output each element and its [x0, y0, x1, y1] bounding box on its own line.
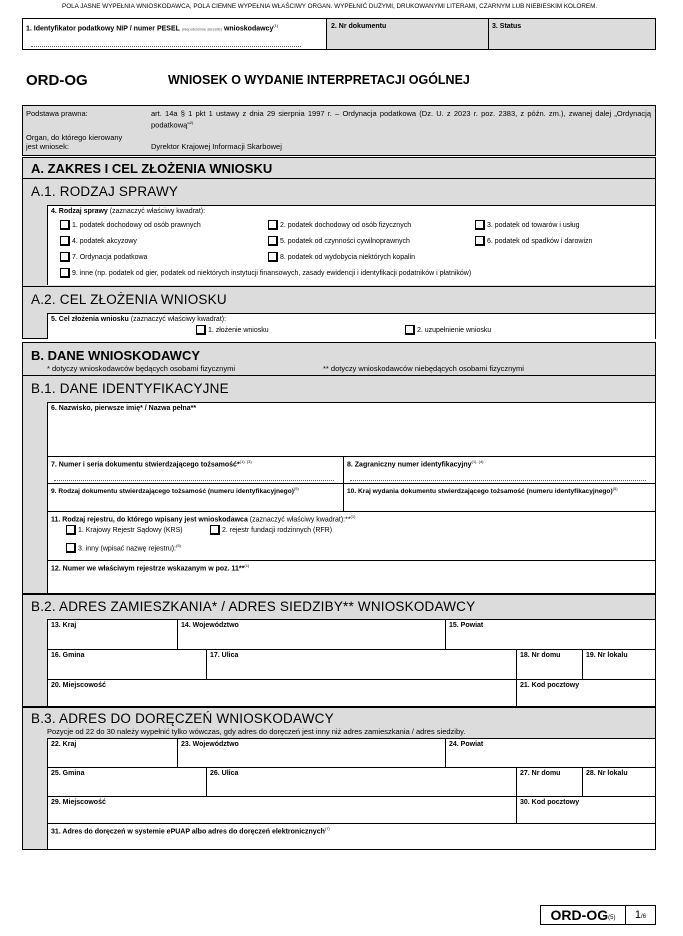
- nip-pesel-hint: (niepotrzebne skreślić): [181, 26, 222, 32]
- note-individuals: * dotyczy wnioskodawców będących osobami fizycznymi: [47, 364, 235, 373]
- nip-pesel-tail: wnioskodawcy: [223, 25, 274, 33]
- field-31-box[interactable]: 31. Adres do doręczeń w systemie ePUAP albo adres do doręczeń elektronicznych$^{(7)}$: [47, 823, 655, 849]
- field-6-label: 6. Nazwisko, pierwsze imię* / Nazwa pełna**: [51, 405, 197, 412]
- field-5-label: 5. Cel złożenia wniosku: [51, 316, 129, 323]
- checkbox[interactable]: [60, 236, 70, 246]
- option-pit[interactable]: 2. podatek dochodowy od osób fizycznych: [268, 220, 411, 230]
- field-4-hint: (zaznaczyć właściwy kwadrat):: [109, 208, 206, 215]
- doc-number-label: 2. Nr dokumentu: [331, 23, 387, 30]
- status-label: 3. Status: [492, 23, 522, 30]
- field-13-box[interactable]: 13. Kraj: [47, 619, 177, 649]
- checkbox[interactable]: [475, 220, 485, 230]
- field-30-box[interactable]: 30. Kod pocztowy: [516, 796, 655, 823]
- option-submit[interactable]: 1. złożenie wniosku: [196, 325, 269, 335]
- field-27-box[interactable]: 27. Nr domu: [516, 767, 582, 796]
- checkbox[interactable]: [196, 325, 206, 335]
- option-vat[interactable]: 3. podatek od towarów i usług: [475, 220, 580, 230]
- section-a1-title: A.1. RODZAJ SPRAWY: [31, 184, 179, 199]
- section-b3: [22, 707, 656, 850]
- option-inheritance[interactable]: 6. podatek od spadków i darowizn: [475, 236, 592, 246]
- field-11-box: 11. Rodzaj rejestru, do którego wpisany jest wnioskodawca (zaznaczyć właściwy kwadrat):**$^{(1)}$ 1. Krajowy Rejestr Sądowy (KRS) 2. rejestr fundacji rodzinnych (RFR) 3. inny (wpisać nazwę rejestru):$^{(6)}$: [47, 511, 655, 560]
- field-10-box[interactable]: 10. Kraj wydania dokumentu stwierdzającego tożsamość (numeru identyfikacyjnego)$^{(5)}$: [343, 483, 655, 511]
- footer-page-count: /6: [641, 914, 647, 920]
- option-other-register[interactable]: 3. inny (wpisać nazwę rejestru):$^{(6)}$: [66, 543, 181, 553]
- field-8-label: 8. Zagraniczny numer identyfikacyjny: [347, 461, 472, 469]
- section-b-title: B. DANE WNIOSKODAWCY: [31, 348, 200, 363]
- section-b1-title: B.1. DANE IDENTYFIKACYJNE: [31, 381, 229, 396]
- checkbox[interactable]: [210, 525, 220, 535]
- option-pcc[interactable]: 5. podatek od czynności cywilnoprawnych: [268, 236, 410, 246]
- option-rfr[interactable]: 2. rejestr fundacji rodzinnych (RFR): [210, 525, 332, 535]
- option-excise[interactable]: 4. podatek akcyzowy: [60, 236, 137, 246]
- field-25-box[interactable]: 25. Gmina: [47, 767, 206, 796]
- legal-basis-text: art. 14a § 1 pkt 1 ustawy z dnia 29 sierpnia 1997 r. – Ordynacja podatkowa (Dz. U. z 2023 r. poz. 2383, z późn. zm.), zwanej dalej „Ordynacją podatkową”: [151, 109, 651, 130]
- form-instruction: POLA JASNE WYPEŁNIA WNIOSKODAWCA, POLA CIEMNE WYPEŁNIA WŁAŚCIWY ORGAN. WYPEŁNIĆ DUŻYMI, DRUKOWANYMI LITERAMI, CZARNYM LUB NIEBIESKIM KOLOREM.: [62, 3, 598, 10]
- form-title: WNIOSEK O WYDANIE INTERPRETACJI OGÓLNEJ: [168, 73, 470, 87]
- nip-pesel-sup: (1): [273, 23, 279, 28]
- field-24-box[interactable]: 24. Powiat: [445, 738, 655, 767]
- field-4-box: [47, 205, 655, 285]
- note-entities: ** dotyczy wnioskodawców niebędących osobami fizycznymi: [323, 364, 524, 373]
- field-15-box[interactable]: 15. Powiat: [445, 619, 655, 649]
- section-b2: [22, 594, 656, 707]
- nip-pesel-label: 1. Identyfikator podatkowy NIP / numer PESEL: [26, 25, 180, 33]
- field-29-box[interactable]: 29. Miejscowość: [47, 796, 516, 823]
- checkbox[interactable]: [60, 220, 70, 230]
- checkbox[interactable]: [60, 252, 70, 262]
- footer-version: (5): [608, 915, 616, 921]
- field-17-box[interactable]: 17. Ulica: [206, 649, 516, 679]
- section-a-title: A. ZAKRES I CEL ZŁOŻENIA WNIOSKU: [31, 161, 273, 176]
- section-b3-title: B.3. ADRES DO DORĘCZEŃ WNIOSKODAWCY: [31, 711, 334, 726]
- field-22-box[interactable]: 22. Kraj: [47, 738, 177, 767]
- option-tax-ordinance[interactable]: 7. Ordynacja podatkowa: [60, 252, 147, 262]
- option-cit[interactable]: 1. podatek dochodowy od osób prawnych: [60, 220, 201, 230]
- footer-page-number: 1: [634, 909, 642, 921]
- form-code: ORD-OG: [26, 72, 88, 89]
- header-divider: [488, 19, 489, 49]
- organ-label: Organ, do którego kierowany jest wniosek:: [26, 133, 123, 151]
- legal-basis-sup: 2): [189, 120, 194, 125]
- checkbox[interactable]: [475, 236, 485, 246]
- field-7-label: 7. Numer i seria dokumentu stwierdzającego tożsamość*: [51, 461, 240, 469]
- option-minerals[interactable]: 8. podatek od wydobycia niektórych kopalin: [268, 252, 415, 262]
- field-5-hint: (zaznaczyć właściwy kwadrat):: [130, 316, 227, 323]
- checkbox[interactable]: [405, 325, 415, 335]
- section-b3-note: Pozycje od 22 do 30 należy wypełnić tylko wówczas, gdy adres do doręczeń jest inny niż adres zamieszkania / adres siedziby.: [47, 727, 466, 736]
- checkbox[interactable]: [268, 252, 278, 262]
- field-9-label: 9. Rodzaj dokumentu stwierdzającego tożsamość (numeru identyfikacyjnego): [51, 488, 294, 496]
- section-a2-title: A.2. CEL ZŁOŻENIA WNIOSKU: [31, 292, 227, 307]
- field-9-box[interactable]: 9. Rodzaj dokumentu stwierdzającego tożsamość (numeru identyfikacyjnego)$^{(5)}$: [47, 483, 343, 511]
- legal-basis-box: [22, 105, 656, 156]
- field-18-box[interactable]: 18. Nr domu: [516, 649, 582, 679]
- field-6-box[interactable]: [47, 402, 655, 456]
- field-5-box: [47, 313, 655, 339]
- field-19-box[interactable]: 19. Nr lokalu: [582, 649, 655, 679]
- checkbox[interactable]: [268, 220, 278, 230]
- field-7-box[interactable]: 7. Numer i seria dokumentu stwierdzającego tożsamość*$^{(1), (3)}$: [47, 456, 343, 483]
- field-11-label: 11. Rodzaj rejestru, do którego wpisany jest wnioskodawca: [51, 516, 248, 524]
- field-10-label: 10. Kraj wydania dokumentu stwierdzającego tożsamość (numeru identyfikacyjnego): [347, 488, 613, 496]
- footer-box: [540, 905, 656, 925]
- section-a: [22, 157, 656, 339]
- checkbox[interactable]: [60, 268, 70, 278]
- field-20-box[interactable]: 20. Miejscowość: [47, 679, 516, 706]
- field-8-box[interactable]: 8. Zagraniczny numer identyfikacyjny$^{(1), (4)}$: [343, 456, 655, 483]
- field-23-box[interactable]: 23. Województwo: [177, 738, 445, 767]
- field-12-box[interactable]: 12. Numer we właściwym rejestrze wskazanym w poz. 11**$^{(1)}$: [47, 560, 655, 593]
- field-4-label: 4. Rodzaj sprawy: [51, 208, 108, 215]
- header-fields: [22, 18, 656, 50]
- nip-pesel-field[interactable]: [23, 19, 327, 49]
- organ-name: Dyrektor Krajowej Informacji Skarbowej: [151, 142, 282, 151]
- option-krs[interactable]: 1. Krajowy Rejestr Sądowy (KRS): [66, 525, 183, 535]
- checkbox[interactable]: [66, 525, 76, 535]
- checkbox[interactable]: [66, 543, 76, 553]
- nip-pesel-dotted-line: [31, 43, 301, 47]
- option-other[interactable]: 9. inne (np. podatek od gier, podatek od niektórych instytucji finansowych, zasady ewidencji i identyfikacji podatników i płatników): [60, 268, 471, 278]
- field-21-box[interactable]: 21. Kod pocztowy: [516, 679, 655, 706]
- option-supplement[interactable]: 2. uzupełnienie wniosku: [405, 325, 491, 335]
- field-14-box[interactable]: 14. Województwo: [177, 619, 445, 649]
- checkbox[interactable]: [268, 236, 278, 246]
- field-12-label: 12. Numer we właściwym rejestrze wskazanym w poz. 11**: [51, 565, 245, 573]
- field-16-box[interactable]: 16. Gmina: [47, 649, 206, 679]
- footer-form-code: ORD-OG: [550, 907, 609, 923]
- legal-basis-label: Podstawa prawna:: [26, 109, 88, 118]
- section-b: [22, 342, 656, 594]
- field-28-box[interactable]: 28. Nr lokalu: [582, 767, 655, 796]
- field-26-box[interactable]: 26. Ulica: [206, 767, 516, 796]
- section-b2-title: B.2. ADRES ZAMIESZKANIA* / ADRES SIEDZIBY** WNIOSKODAWCY: [31, 599, 476, 614]
